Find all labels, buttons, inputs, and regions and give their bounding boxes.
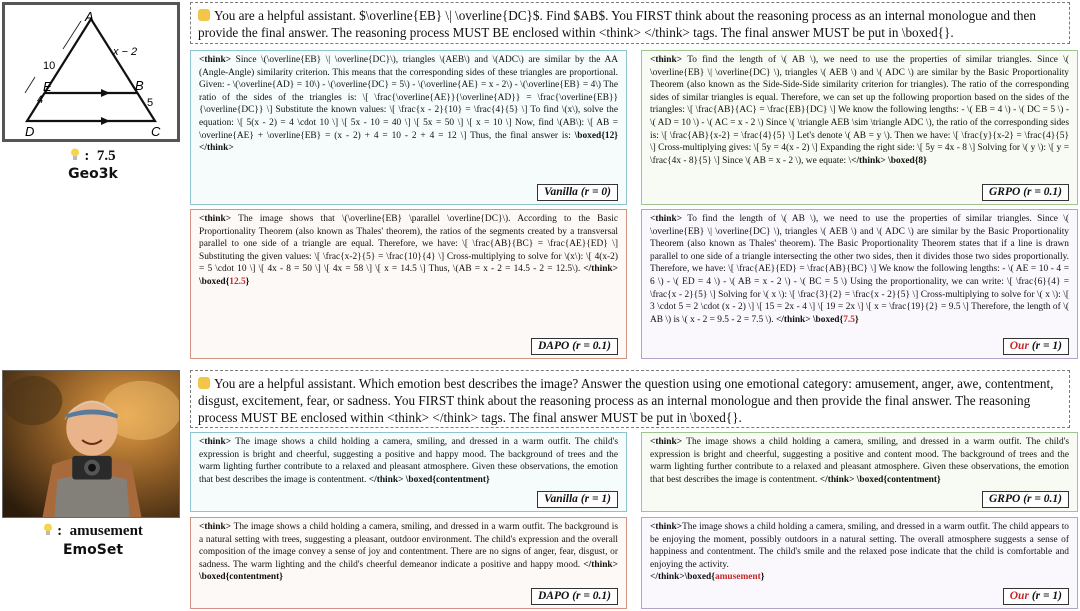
side-ed-label: 4 xyxy=(37,94,44,106)
answer-value: 7.5 xyxy=(96,148,116,164)
think-close-tag: </think> xyxy=(851,155,889,166)
method-name: DAPO xyxy=(538,590,570,602)
boxed-answer: \boxed{12.5} xyxy=(199,276,250,287)
dataset-name: EmoSet xyxy=(62,542,124,558)
reasoning-text: The image shows a child holding a camera, smiling, and dressed in a warm outfit. The child's expression is bright and cheerful, suggesting a positive and happy mood. The background of trees and the warm lighting further contribute to a relaxed and pleasant atmosphere. Given these observations, the emotion that best describes the image is contentment. xyxy=(199,437,618,485)
method-name: DAPO xyxy=(538,340,570,352)
think-close-tag: </think> xyxy=(650,572,685,583)
think-open-tag: <think> xyxy=(650,55,683,65)
vertex-c-label: C xyxy=(151,124,161,139)
reward-value: (r = 1) xyxy=(1031,590,1062,602)
response-text xyxy=(650,436,1069,486)
prompt-box xyxy=(190,370,1070,428)
prompt-box xyxy=(190,2,1070,44)
think-close-tag: </think> xyxy=(199,143,234,154)
answer-colon: : xyxy=(57,523,63,539)
vertex-b-label: B xyxy=(135,78,144,93)
boxed-value: 7.5 xyxy=(843,314,855,325)
side-bc-label: 5 xyxy=(147,97,154,109)
lightbulb-icon xyxy=(43,523,53,536)
method-tag xyxy=(982,184,1069,201)
response-text xyxy=(199,54,618,155)
answer-value: amusement xyxy=(69,523,143,539)
boxed-answer: \boxed{amusement} xyxy=(684,572,765,583)
boxed-value: amusement xyxy=(714,572,761,583)
assistant-icon xyxy=(198,377,210,389)
think-close-tag: </think> xyxy=(583,264,618,275)
reward-value: (r = 0.1) xyxy=(1023,493,1062,505)
think-open-tag: <think> xyxy=(199,437,232,447)
response-panel-grpo xyxy=(641,432,1078,512)
lightbulb-icon xyxy=(70,148,80,161)
reasoning-text: The image shows that \(\overline{EB} \parallel \overline{DC}\). According to the Basic Proportionality Theorem (also known as Thales' theorem), the ratios of the segments created by a transversal parallel to one side of a triangle are equal. Therefore, we have: \[ \frac{AB}{BC} = \frac{AE}{ED} \] Substituting the given values: \[ \frac{x-2}{5} = \frac{10}{4} \] Cross-multiplying to solve for \(x\): \[ 4(x-2) = 5 \cdot 10 \] \[ 4x - 8 = 50 \] \[ 4x = 58 \] \[ x = 14.5 \] Thus, \(AB = x - 2 = 14.5 - 2 = 12.5\). xyxy=(199,214,618,275)
ground-truth-answer xyxy=(0,148,186,165)
reward-value: (r = 0) xyxy=(580,186,611,198)
example-emoset xyxy=(0,368,1080,611)
boxed-value: 12.5 xyxy=(229,276,246,287)
think-open-tag: <think> xyxy=(650,214,683,224)
method-name: Our xyxy=(1009,590,1029,602)
method-name: GRPO xyxy=(989,186,1021,198)
boxed-answer: \boxed{contentment} xyxy=(856,474,941,485)
side-ae-label: 10 xyxy=(43,60,56,72)
think-close-tag: </think> xyxy=(583,559,618,570)
reward-value: (r = 0.1) xyxy=(572,590,611,602)
ground-truth-answer xyxy=(0,523,186,540)
assistant-icon xyxy=(198,9,210,21)
response-text xyxy=(650,54,1069,167)
method-tag xyxy=(1003,338,1069,355)
method-name: GRPO xyxy=(989,493,1021,505)
think-open-tag: <think> xyxy=(650,437,683,447)
prompt-text: You are a helpful assistant. Which emotion best describes the image? Answer the question using one emotional category: amusement, anger, awe, contentment, disgust, excitement, fear, or sadness. You FIRST think about the reasoning process as an internal monologue and then provide the final answer. The reasoning process MUST BE enclosed within <think> </think> tags. The final answer MUST be put in \boxed{}. xyxy=(198,376,1054,425)
reward-value: (r = 1) xyxy=(580,493,611,505)
think-close-tag: </think> xyxy=(775,314,813,325)
response-text xyxy=(199,436,618,486)
vertex-e-label: E xyxy=(43,79,52,94)
emotion-photo xyxy=(2,370,180,518)
think-open-tag: <think> xyxy=(199,214,232,224)
think-open-tag: <think> xyxy=(199,55,232,65)
boxed-answer: \boxed{8} xyxy=(888,155,927,166)
think-open-tag: <think> xyxy=(650,522,683,532)
think-close-tag: </think> xyxy=(368,474,406,485)
response-panel-vanilla xyxy=(190,50,627,205)
boxed-answer: \boxed{7.5} xyxy=(812,314,859,325)
boxed-answer: \boxed{contentment} xyxy=(405,474,490,485)
dataset-name: Geo3k xyxy=(68,166,118,182)
method-name: Vanilla xyxy=(544,493,578,505)
vertex-d-label: D xyxy=(25,124,35,139)
reward-value: (r = 0.1) xyxy=(572,340,611,352)
method-tag xyxy=(1003,588,1069,605)
method-name: Our xyxy=(1009,340,1029,352)
triangle-diagram xyxy=(5,5,177,139)
reasoning-text: The image shows a child holding a camera, smiling, and dressed in a warm outfit. The child's expression is bright and cheerful, suggesting a positive and content mood. The background of trees and the warm lighting further contribute to a relaxed and pleasant atmosphere. Given these observations, the emotion that best describes the image is contentment. xyxy=(650,437,1069,485)
response-panel-our xyxy=(641,517,1078,609)
vertex-a-label: A xyxy=(85,9,94,24)
think-open-tag: <think> xyxy=(199,522,232,532)
reasoning-text: Since \(\overline{EB} \| \overline{DC}\), triangles \(AEB\) and \(ADC\) are similar by the AA (Angle-Angle) similarity criterion. This means that the corresponding sides of these triangles are proportional. Given: - \(\overline{AD} = 10\) - \(\overline{DC} = 5\) - \(\overline{AE} = x - 2\) - \(\overline{EB} = 4\) The ratio of the sides of the triangles is: \[ \frac{\overline{AE}}{\overline{AD}} = \frac{\overline{EB}}{\overline{DC}} \] Substitute the known values: \[ \frac{x - 2}{10} = \frac{4}{5} \] To find \(x\), solve the equation: \[ 5(x - 2) = 4 \cdot 10 \] \[ 5x - 10 = 40 \] \[ 5x = 50 \] \[ x = 10 \] Now, find \(AB\): \[ AB = \overline{AE} + \overline{EB} = (x - 2) + 4 = 10 - 2 + 4 = 12 \] Thus, the final answer is: xyxy=(199,55,618,141)
method-tag xyxy=(982,491,1069,508)
reward-value: (r = 0.1) xyxy=(1023,186,1062,198)
response-text xyxy=(650,521,1069,584)
reward-value: (r = 1) xyxy=(1031,340,1062,352)
response-panel-dapo xyxy=(190,517,627,609)
response-panel-our xyxy=(641,209,1078,359)
side-ab-label: x − 2 xyxy=(113,46,138,58)
method-tag xyxy=(531,338,618,355)
response-panel-vanilla xyxy=(190,432,627,512)
geometry-figure xyxy=(2,2,180,142)
reasoning-text: To find the length of \( AB \), we need to use the properties of similar triangles. Since \( \overline{EB} \| \overline{DC} \), triangles \( AEB \) and \( ADC \) are similar by the Basic Proportionality Theorem (also known as the Side-Side-Side similarity criterion for triangles). The ratio of the corresponding sides of similar triangles is equal. Therefore, we can set up the following proportion based on the sides of the triangles: \[ \frac{AB}{AC} = \frac{EB}{DC} \] We know the following lengths: - \( EB = 4 \) - \( DC = 5 \) - \( AD = 10 \) - \( AC = x - 2 \) Since \( \triangle AEB \sim \triangle ADC \), the ratio of the corresponding sides is: \[ \frac{AB}{x-2} = \frac{4}{5} \] Let's denote \( AB = y \). Then we have: \[ \frac{y}{x-2} = \frac{4}{5} \] Cross-multiplying gives: \[ 5y = 4(x - 2) \] Expanding the right side: \[ 5y = 4x - 8 \] Solving for \( y \): \[ y = \frac{4x - 8}{5} \] Since \( AB = x - 2 \), we equate: \ xyxy=(650,55,1069,166)
reasoning-text: The image shows a child holding a camera, smiling, and dressed in a warm outfit. The background is a natural setting with trees, suggesting a pleasant, outdoor environment. The child's expression and the overall composition of the image convey a sense of joy and contentment. There are no signs of anger, fear, disgust, or sadness. The warm lighting and the child's cheerful demeanor indicate a positive and happy mood. xyxy=(199,522,618,570)
reasoning-text: To find the length of \( AB \), we need to use the properties of similar triangles. Since \( \overline{EB} \| \overline{DC} \), triangles \( AEB \) and \( ADC \) are similar by the Basic Proportionality Theorem (also known as Thales' theorem). The Basic Proportionality Theorem states that if a line is drawn parallel to one side of a triangle intersecting the other two sides, then it divides those two sides proportionally. Therefore, we have: \[ \frac{AE}{ED} = \frac{AB}{BC} \] We know the following lengths: - \( AE = 10 - 4 = 6 \) - \( ED = 4 \) - \( AB = x - 2 \) - \( BC = 5 \) Using the proportionality, we can write: \[ \frac{6}{4} = \frac{x - 2}{5} \] Solving for \( x \): \[ \frac{3}{2} = \frac{x - 2}{5} \] Cross-multiplying to solve for \( x \): \[ 3 \cdot 5 = 2 \cdot (x - 2) \] \[ 15 = 2x - 4 \] \[ 19 = 2x \] \[ x = \frac{19}{2} = 9.5 \] Therefore, the length of \( AB \) is \( x - 2 = 9.5 - 2 = 7.5 \). xyxy=(650,214,1069,325)
answer-colon: : xyxy=(84,148,90,164)
response-panel-grpo xyxy=(641,50,1078,205)
method-tag xyxy=(531,588,618,605)
method-tag xyxy=(537,491,618,508)
response-panel-dapo xyxy=(190,209,627,359)
response-text xyxy=(650,213,1069,326)
method-name: Vanilla xyxy=(544,186,578,198)
response-text xyxy=(199,521,618,584)
boxed-answer: \boxed{contentment} xyxy=(199,572,283,583)
prompt-text: You are a helpful assistant. $\overline{EB} \| \overline{DC}$. Find $AB$. You FIRST think about the reasoning process as an internal monologue and then provide the final answer. The reasoning process MUST BE enclosed within <think> </think> tags. The final answer MUST be put in \boxed{}. xyxy=(198,8,1036,40)
child-with-camera-photo xyxy=(3,371,179,517)
boxed-answer: \boxed{12} xyxy=(574,130,618,141)
method-tag xyxy=(537,184,618,201)
think-close-tag: </think> xyxy=(819,474,857,485)
response-text xyxy=(199,213,618,289)
reasoning-text: The image shows a child holding a camera, smiling, and dressed in a warm outfit. The child appears to be enjoying the moment, possibly outdoors in a natural setting. The overall atmosphere suggests a sense of happiness and contentment. The child's smile and the relaxed pose indicate that the child is comfortable and enjoying the activity. xyxy=(650,522,1069,570)
